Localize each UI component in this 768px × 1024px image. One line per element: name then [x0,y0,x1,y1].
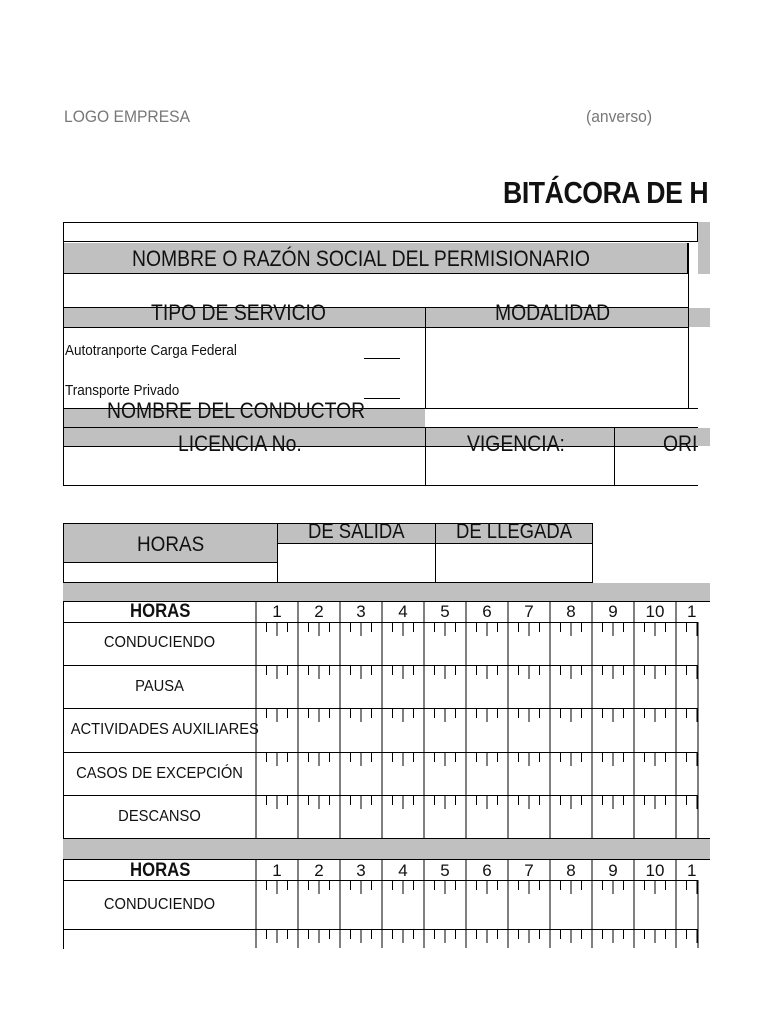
grid-2-hour-number: 5 [440,861,450,880]
grid-1-hour-number: 2 [314,602,324,621]
service-type-label: TIPO DE SERVICIO [151,300,326,325]
grid-2-hour-number: 4 [398,861,408,880]
grid-1-hour-number: 9 [608,602,618,621]
grid-2-gray-band [63,839,710,859]
permit-holder-label: NOMBRE O RAZÓN SOCIAL DEL PERMISIONARIO [132,246,590,271]
grid-2-row-line [63,929,698,930]
grid-2-hour-number: 8 [566,861,576,880]
hours-label: HORAS [137,533,205,556]
grid-1-hour-number: 4 [398,602,408,621]
origin-label: ORI [663,431,698,456]
grid-2-hour-number: 7 [524,861,534,880]
grid-1-hour-number: 8 [566,602,576,621]
modality-label: MODALIDAD [495,300,611,325]
validity-label: VIGENCIA: [467,431,565,456]
page-title: BITÁCORA DE H [503,175,709,210]
side-note: (anverso) [586,107,653,126]
grid-1-row-label: CASOS DE EXCEPCIÓN [76,765,243,782]
driver-name-label: NOMBRE DEL CONDUCTOR [107,398,366,423]
grid-2-left [63,859,64,949]
grid-2-hour-number: 1 [272,861,282,880]
grid-2-row-line [63,880,698,881]
service-option-label: Autotranporte Carga Federal [65,342,237,359]
grid-1-hour-number: 10 [645,602,665,621]
grid-1-hour-number: 1 [687,602,697,621]
service-option-label: Transporte Privado [65,382,180,399]
grid-1-row-label: ACTIVIDADES AUXILIARES [70,721,259,738]
departure-label: DE SALIDA [308,520,405,543]
grid-1-row-label: CONDUCIENDO [103,634,216,651]
grid-2-hour-number: 2 [314,861,324,880]
grid-1-row-label: PAUSA [135,678,184,695]
grid-1-hours-label: HORAS [130,601,191,622]
logo-placeholder: LOGO EMPRESA [64,107,191,126]
grid-2-hour-number: 6 [482,861,492,880]
arrival-label: DE LLEGADA [456,520,573,543]
grid-2-hour-number: 3 [356,861,366,880]
grid-2-hour-number: 10 [645,861,665,880]
license-label: LICENCIA No. [178,431,302,456]
grid-1-row-label: DESCANSO [118,808,201,825]
grid-1-hour-number: 6 [482,602,492,621]
grid-2-hours-label: HORAS [130,860,191,881]
grid-2-row-label: CONDUCIENDO [103,896,216,913]
grid-1-hour-number: 1 [272,602,282,621]
grid-2-hour-number: 1 [687,861,697,880]
grid-1-hour-number: 7 [524,602,534,621]
grid-1-hour-number: 5 [440,602,450,621]
grid-2-hour-number: 9 [608,861,618,880]
grid-1-hour-number: 3 [356,602,366,621]
